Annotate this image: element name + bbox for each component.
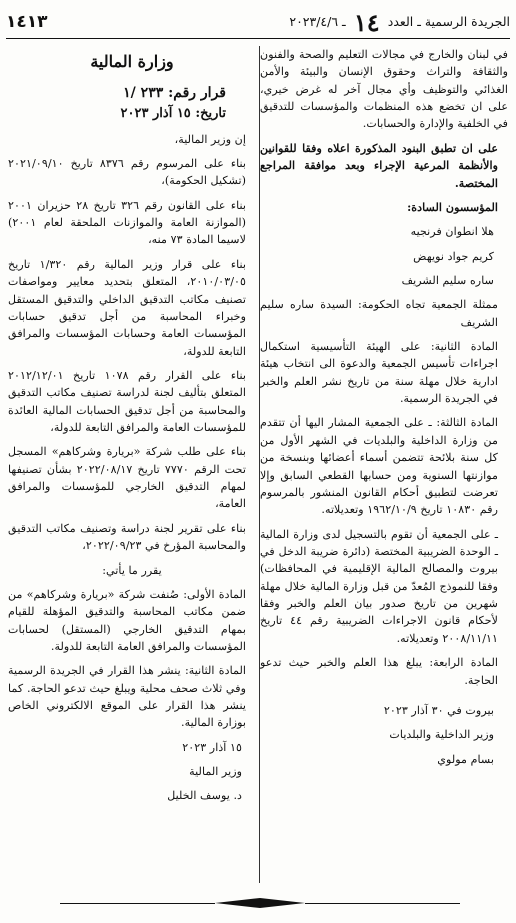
- preamble-clause: بناء على القانون رقم ٣٢٦ تاريخ ٢٨ حزيران ٢٠٠١ (الموازنة العامة والموازنات الملحقة لعام ٢٠٠١) لاسيما المادة ٧٣ منه،: [8, 198, 247, 247]
- article-3: المادة الثالثة: ـ على الجمعية المشار اليها أن تتقدم من وزارة الداخلية والبلديات في الشهر الأول من كل سنة بلائحة تتضمن أسماء أعضائها وبنسخة من موازنتها السنوية ومن حسابها القطعي السابق وإلا تعرضت لتطبيق أحكام القانون المنشور بالمرسوم رقم ١٠٨٣٠ تاريخ ١٩٦٢/١٠/٩ وتعديلاته.: [260, 416, 498, 517]
- page-header: [6, 8, 510, 36]
- minister-title: وزير المالية: [189, 765, 242, 779]
- right-column: [260, 46, 508, 775]
- issue-number: ١٤: [353, 7, 380, 37]
- page-number: ١٤١٣: [6, 12, 48, 32]
- government-representative: ممثلة الجمعية تجاه الحكومة: السيدة ساره سليم الشريف: [260, 298, 498, 329]
- article-2: المادة الثانية: على الهيئة التأسيسية استكمال اجراءات تأسيس الجمعية والدعوة الى انتخاب هيئة ادارية خلال مهلة سنة من تاريخ نشر العلم والخبر في الجريدة الرسمية.: [260, 340, 498, 406]
- conditions-paragraph: على ان تطبق البنود المذكورة اعلاه وفقا للقوانين والأنظمة المرعية الإجراء وبعد موافقة المراجع المختصة.: [260, 140, 498, 190]
- article-3-continued: ـ على الجمعية أن تقوم بالتسجيل لدى وزارة المالية ـ الوحدة الضريبية المختصة (دائرة ضريبة الدخل في بيروت والمصالح المالية الإقليمية في المحافظات) وفقا للنموذج المُعدّ من قبل وزارة المالية خلال مهلة شهرين من تاريخ صدور بيان العلم والخبر وفقا لأحكام قانون الاجراءات الضريبية رقم ٤٤ تاريخ ٢٠٠٨/١١/١١ وتعديلاته.: [260, 527, 498, 645]
- preamble-clause: بناء على القرار رقم ١٠٧٨ تاريخ ٢٠١٢/١٢/٠١ المتعلق بتأليف لجنة لدراسة تصنيف مكاتب التدقيق والمحاسبة من أجل تدقيق الحسابات المالية العائدة للمؤسسات العامة والمرافق التابعة للدولة،: [8, 368, 246, 435]
- ministry-title: وزارة المالية: [90, 52, 174, 71]
- journal-name: الجريدة الرسمية ـ العدد: [387, 13, 510, 29]
- issue-date: ـ ٢٠٢٣/٤/٦: [289, 13, 346, 29]
- decision-date: تاريخ: ١٥ آذار ٢٠٢٣: [120, 106, 226, 122]
- preamble-clause: بناء على قرار وزير المالية رقم ١/٣٢٠ تاريخ ٢٠١٠/٠٣/٠٥، المتعلق بتحديد معايير ومواصفات تصنيف مكاتب التدقيق الداخلي والتدقيق المستقل وخبراء المحاسبة من أجل تدقيق حسابات المؤسسات العامة وحسابات المؤسسات والمرافق التابعة للدولة،: [8, 257, 246, 358]
- article-2: المادة الثانية: ينشر هذا القرار في الجريدة الرسمية وفي ثلاث صحف محلية ويبلغ حيث تدعو الحاجة. كما ينشر هذا القرار على الموقع الالكتروني الخاص بوزارة المالية.: [8, 664, 246, 730]
- founders-label: المؤسسون السادة:: [407, 199, 498, 214]
- minister-name: بسام مولوي: [437, 752, 494, 766]
- decision-number: قرار رقم: ٢٣٣ /١: [123, 84, 226, 101]
- continued-paragraph: في لبنان والخارج في مجالات التعليم والصحة والفنون والثقافة والتراث وحقوق الإنسان والبيئة والأمن الغذائي والتوظيف وأي مجال آخر له غرض خيري، على ان تخضع هذه المنظمات والمؤسسات للتدقيق في الخلفية والإدارة والحسابات.: [260, 48, 508, 131]
- journal-info: [289, 8, 510, 37]
- decides-line: يقرر ما يأتي:: [102, 563, 162, 577]
- column-divider: [259, 46, 260, 883]
- left-column: [8, 46, 256, 812]
- footer-ornament: [60, 897, 460, 909]
- founder-name: ساره سليم الشريف: [401, 273, 494, 287]
- preamble-clause: بناء على تقرير لجنة دراسة وتصنيف مكاتب التدقيق والمحاسبة المؤرخ في ٢٠٢٢/٠٩/٢٣،: [8, 521, 246, 553]
- article-1: المادة الأولى: صُنفت شركة «بريارة وشركاهم» من ضمن مكاتب المحاسبة والتدقيق المؤهلة للقيام بمهام التدقيق الخارجي (المستقل) لحسابات المؤسسات والمرافق العامة التابعة للدولة.: [8, 587, 246, 653]
- founder-name: كريم جواد نويهض: [413, 249, 494, 263]
- intro-line: إن وزير المالية،: [174, 132, 246, 146]
- founder-name: هلا انطوان فرنجيه: [410, 225, 494, 239]
- signature-date: ١٥ آذار ٢٠٢٣: [182, 740, 242, 754]
- article-4: المادة الرابعة: يبلغ هذا العلم والخبر حيث تدعو الحاجة.: [260, 656, 498, 687]
- ornament-diamond-icon: [215, 898, 305, 908]
- preamble-clause: بناء على طلب شركة «بريارة وشركاهم» المسجل تحت الرقم ٧٧٧٠ تاريخ ٢٠٢٢/٠٨/١٧ بشأن تصنيفها لمهام التدقيق الخارجي للمؤسسات والمرافق العامة،: [8, 445, 247, 511]
- minister-name: د. يوسف الخليل: [167, 789, 242, 803]
- minister-title: وزير الداخلية والبلديات: [389, 728, 494, 742]
- header-rule: [6, 38, 510, 39]
- place-date: بيروت في ٣٠ آذار ٢٠٢٣: [383, 703, 494, 717]
- preamble-clause: بناء على المرسوم رقم ٨٣٧٦ تاريخ ٢٠٢١/٠٩/١٠ (تشكيل الحكومة)،: [8, 156, 246, 188]
